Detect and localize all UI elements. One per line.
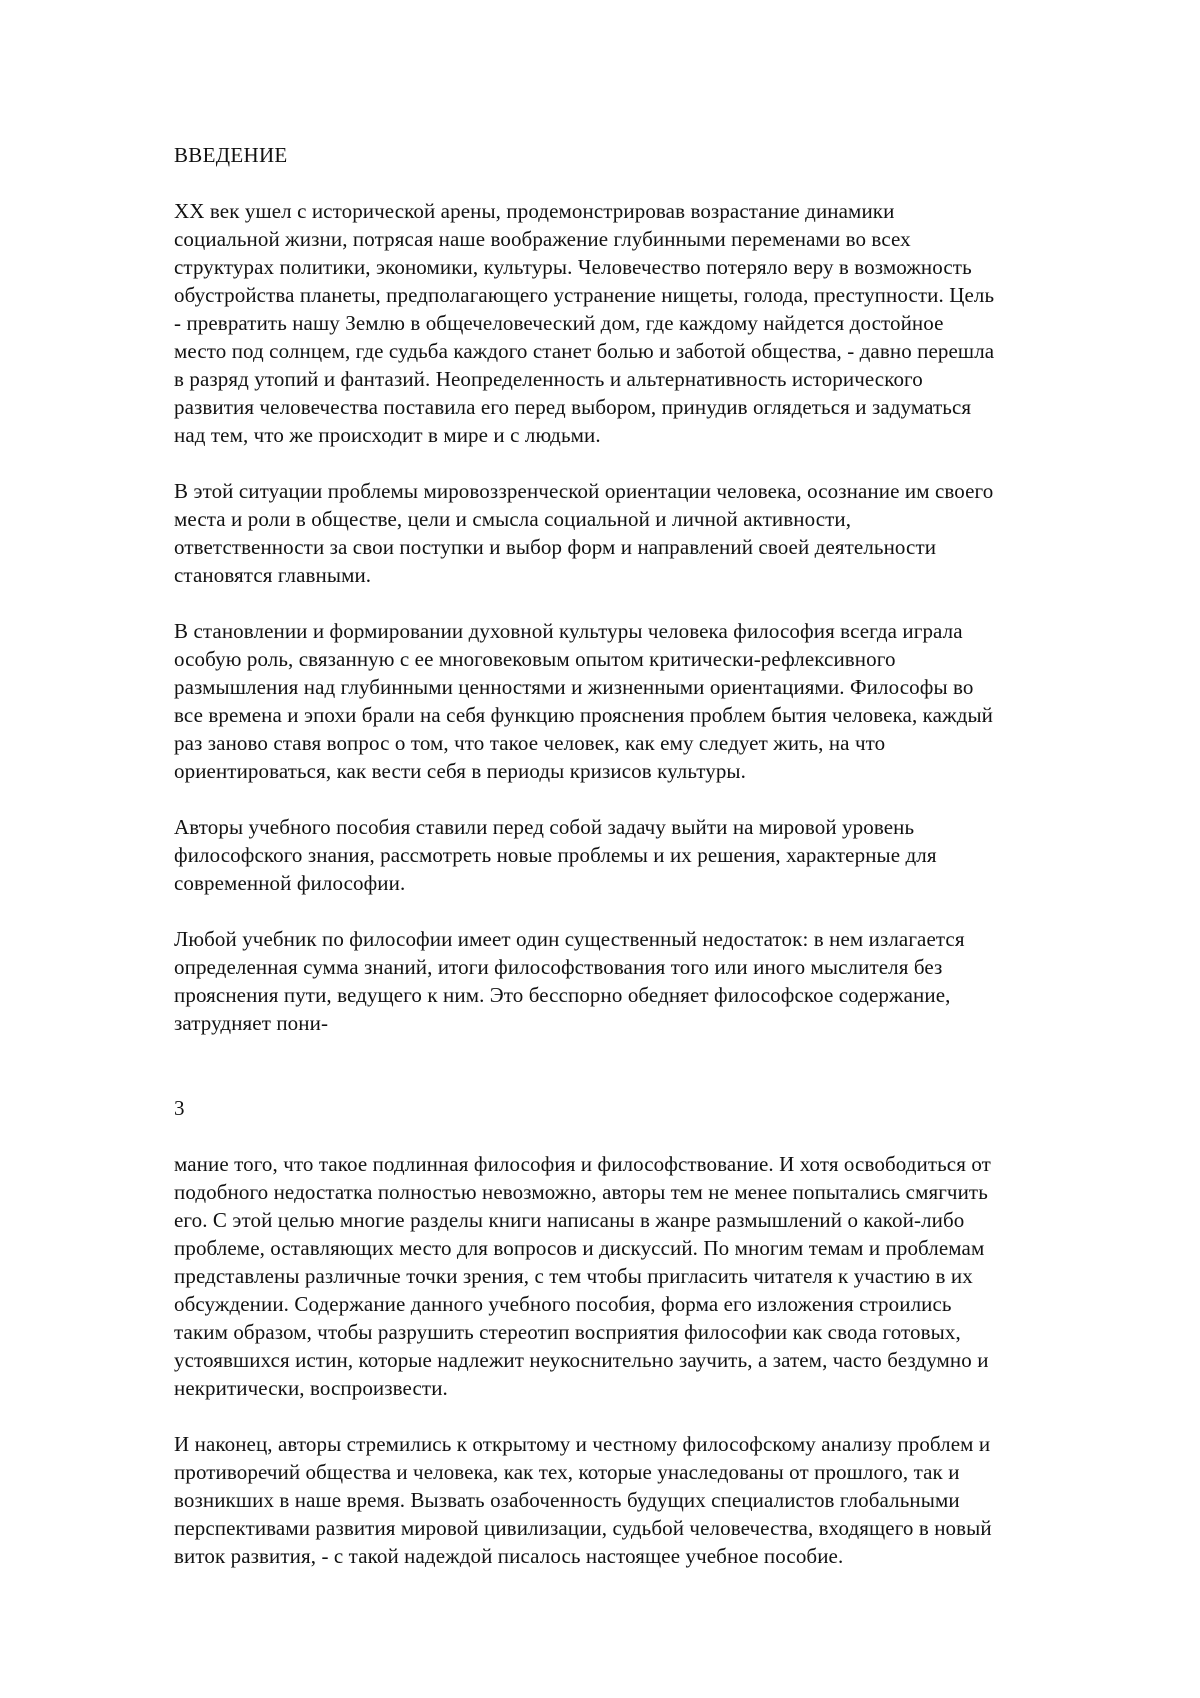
text-line: обсуждении. Содержание данного учебного пособия, форма его изложения строились [174, 1292, 952, 1316]
text-line: философского знания, рассмотреть новые проблемы и их решения, характерные для [174, 843, 937, 867]
paragraph [174, 813, 1134, 897]
text-line: социальной жизни, потрясая наше воображение глубинными переменами во всех [174, 227, 911, 251]
paragraph [174, 617, 1134, 785]
text-line: размышления над глубинными ценностями и жизненными ориентациями. Философы во [174, 675, 974, 699]
paragraph-gap [174, 449, 1134, 477]
text-line: место под солнцем, где судьба каждого станет болью и заботой общества, - давно перешла [174, 339, 995, 363]
text-line: ответственности за свои поступки и выбор форм и направлений своей деятельности [174, 535, 937, 559]
text-line: И наконец, авторы стремились к открытому и честному философскому анализу проблем и [174, 1432, 991, 1456]
text-line: прояснения пути, ведущего к ним. Это бесспорно обедняет философское содержание, [174, 983, 951, 1007]
text-line: виток развития, - с такой надеждой писалось настоящее учебное пособие. [174, 1544, 844, 1568]
text-block-lower [174, 1150, 1134, 1570]
text-line: раз заново ставя вопрос о том, что такое человек, как ему следует жить, на что [174, 731, 886, 755]
text-line: представлены различные точки зрения, с тем чтобы пригласить читателя к участию в их [174, 1264, 973, 1288]
text-line: становятся главными. [174, 563, 372, 587]
text-line: мание того, что такое подлинная философия и философствование. И хотя освободиться от [174, 1152, 991, 1176]
text-line: места и роли в обществе, цели и смысла социальной и личной активности, [174, 507, 852, 531]
paragraph-gap [174, 785, 1134, 813]
paragraph-gap [174, 897, 1134, 925]
text-line: все времена и эпохи брали на себя функцию прояснения проблем бытия человека, каждый [174, 703, 994, 727]
text-line: подобного недостатка полностью невозможно, авторы тем не менее попытались смягчить [174, 1180, 988, 1204]
text-line: развития человечества поставила его перед выбором, принудив оглядеться и задуматься [174, 395, 972, 419]
text-line: современной философии. [174, 871, 406, 895]
text-line: В становлении и формировании духовной культуры человека философия всегда играла [174, 619, 963, 643]
text-line: противоречий общества и человека, как тех, которые унаследованы от прошлого, так и [174, 1460, 960, 1484]
text-line: особую роль, связанную с ее многовековым опытом критически-рефлексивного [174, 647, 896, 671]
text-line: его. С этой целью многие разделы книги написаны в жанре размышлений о какой-либо [174, 1208, 965, 1232]
text-block-upper [174, 197, 1134, 1037]
text-line: Любой учебник по философии имеет один существенный недостаток: в нем излагается [174, 927, 965, 951]
text-line: проблеме, оставляющих место для вопросов и дискуссий. По многим темам и проблемам [174, 1236, 985, 1260]
paragraph [174, 477, 1134, 589]
page-number: 3 [174, 1096, 185, 1120]
text-line: некритически, воспроизвести. [174, 1376, 448, 1400]
paragraph-gap [174, 1402, 1134, 1430]
text-line: перспективами развития мировой цивилизации, судьбой человечества, входящего в новый [174, 1516, 992, 1540]
paragraph [174, 1430, 1134, 1570]
section-heading: ВВЕДЕНИЕ [174, 143, 288, 167]
text-line: ориентироваться, как вести себя в периоды кризисов культуры. [174, 759, 746, 783]
text-line: в разряд утопий и фантазий. Неопределенность и альтернативность исторического [174, 367, 923, 391]
text-line: возникших в наше время. Вызвать озабоченность будущих специалистов глобальными [174, 1488, 960, 1512]
text-line: затрудняет пони- [174, 1011, 329, 1035]
text-line: обустройства планеты, предполагающего устранение нищеты, голода, преступности. Цель [174, 283, 995, 307]
text-line: В этой ситуации проблемы мировоззренческой ориентации человека, осознание им своего [174, 479, 994, 503]
paragraph [174, 1150, 1134, 1402]
paragraph [174, 197, 1134, 449]
text-line: устоявшихся истин, которые надлежит неукоснительно заучить, а затем, часто бездумно и [174, 1348, 989, 1372]
text-line: таким образом, чтобы разрушить стереотип восприятия философии как свода готовых, [174, 1320, 961, 1344]
text-line: XX век ушел с исторической арены, продемонстрировав возрастание динамики [174, 199, 895, 223]
text-line: над тем, что же происходит в мире и с людьми. [174, 423, 601, 447]
paragraph-gap [174, 589, 1134, 617]
text-line: Авторы учебного пособия ставили перед собой задачу выйти на мировой уровень [174, 815, 915, 839]
text-line: определенная сумма знаний, итоги философствования того или иного мыслителя без [174, 955, 943, 979]
text-line: - превратить нашу Землю в общечеловеческий дом, где каждому найдется достойное [174, 311, 944, 335]
paragraph [174, 925, 1134, 1037]
text-line: структурах политики, экономики, культуры. Человечество потеряло веру в возможность [174, 255, 972, 279]
